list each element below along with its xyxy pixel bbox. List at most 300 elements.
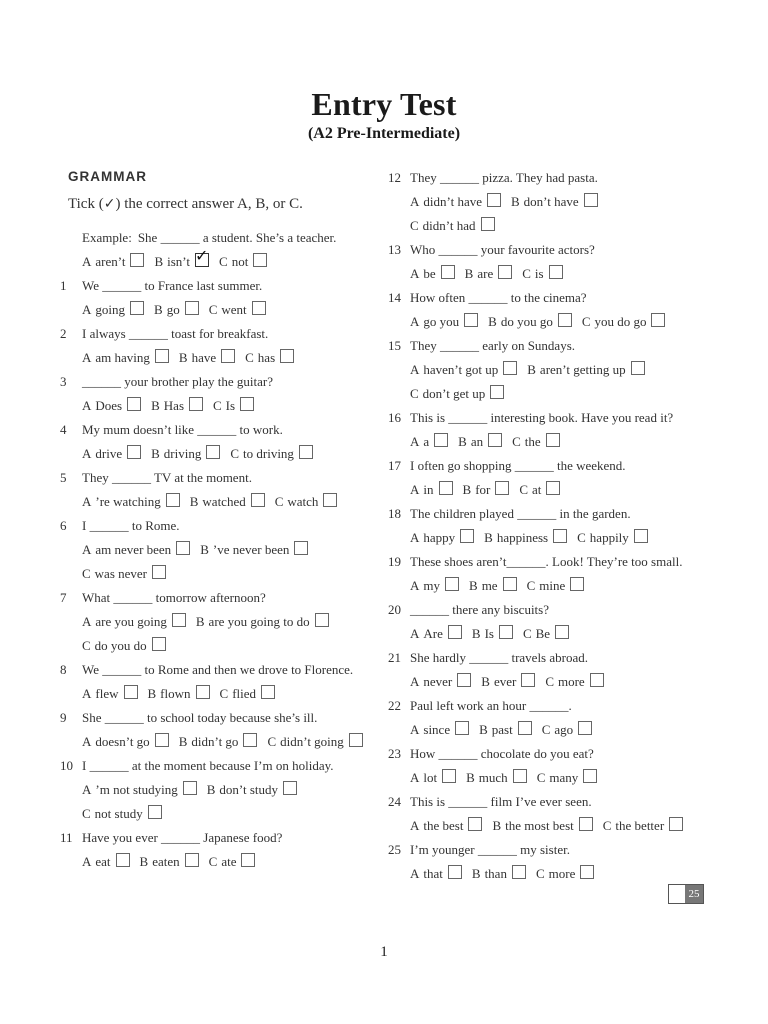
answer-option xyxy=(190,490,265,514)
example-options xyxy=(60,246,385,274)
option-letter: B xyxy=(488,314,497,329)
answer-checkbox[interactable] xyxy=(185,853,199,867)
question-20 xyxy=(388,598,718,646)
answer-checkbox[interactable] xyxy=(457,673,471,687)
answer-option xyxy=(410,214,495,238)
options-line xyxy=(388,526,718,550)
option-text: happily xyxy=(589,530,629,545)
options-line xyxy=(388,814,718,838)
question-stem-line xyxy=(388,694,718,718)
answer-option xyxy=(458,430,502,454)
option-text: to driving xyxy=(243,446,294,461)
answer-checkbox[interactable] xyxy=(116,853,130,867)
question-22 xyxy=(388,694,718,742)
option-letter: B xyxy=(200,542,209,557)
answer-option xyxy=(527,358,644,382)
question-stem: We ______ to France last summer. xyxy=(82,278,263,293)
option-text: driving xyxy=(163,446,202,461)
answer-option xyxy=(82,250,144,274)
answer-checkbox[interactable] xyxy=(518,721,532,735)
answer-option xyxy=(245,346,294,370)
answer-checkbox[interactable] xyxy=(448,625,462,639)
question-19 xyxy=(388,550,718,598)
question-stem-line xyxy=(60,322,385,346)
answer-option xyxy=(200,538,308,562)
option-letter: C xyxy=(213,398,222,413)
options-line xyxy=(388,190,718,214)
answer-checkbox[interactable] xyxy=(512,865,526,879)
option-letter: C xyxy=(577,530,586,545)
answer-option xyxy=(603,814,683,838)
answer-checkbox[interactable] xyxy=(155,349,169,363)
answer-option xyxy=(179,730,258,754)
options-line xyxy=(60,394,385,418)
option-letter: A xyxy=(410,482,420,497)
instruction-text xyxy=(68,196,303,213)
answer-checkbox[interactable] xyxy=(206,445,220,459)
answer-option xyxy=(469,574,517,598)
answer-checkbox[interactable] xyxy=(651,313,665,327)
option-letter: C xyxy=(410,218,419,233)
option-text: haven’t got up xyxy=(423,362,499,377)
answer-checkbox[interactable] xyxy=(464,313,478,327)
answer-option xyxy=(179,346,235,370)
question-5 xyxy=(60,466,385,514)
options-line xyxy=(388,718,718,742)
answer-checkbox[interactable] xyxy=(155,733,169,747)
answer-checkbox[interactable] xyxy=(499,625,513,639)
option-letter: C xyxy=(274,494,284,509)
question-18 xyxy=(388,502,718,550)
answer-checkbox[interactable] xyxy=(241,853,255,867)
answer-option xyxy=(410,862,462,886)
answer-checkbox[interactable] xyxy=(669,817,683,831)
answer-checkbox[interactable] xyxy=(252,301,266,315)
options-line xyxy=(60,634,385,658)
option-letter: C xyxy=(581,314,591,329)
score-total: 25 xyxy=(685,885,703,903)
section-heading: GRAMMAR xyxy=(68,169,147,184)
score-box xyxy=(668,884,704,904)
question-stem: Paul left work an hour ______. xyxy=(410,698,572,713)
option-letter: C xyxy=(602,818,612,833)
option-letter: B xyxy=(458,434,467,449)
answer-checkbox[interactable] xyxy=(439,481,453,495)
page-title: Entry Test xyxy=(311,86,457,122)
answer-option xyxy=(410,310,478,334)
example-question xyxy=(60,226,385,274)
option-text: my xyxy=(423,578,441,593)
option-letter: A xyxy=(410,818,420,833)
answer-option xyxy=(82,730,169,754)
question-number: 22 xyxy=(388,698,401,713)
answer-checkbox[interactable] xyxy=(570,577,584,591)
option-letter: B xyxy=(466,770,475,785)
answer-checkbox[interactable] xyxy=(503,577,517,591)
answer-checkbox[interactable] xyxy=(583,769,597,783)
question-stem-line xyxy=(388,238,718,262)
options-line xyxy=(388,214,718,238)
answer-checkbox[interactable] xyxy=(189,397,203,411)
question-stem-line xyxy=(388,646,718,670)
answer-option xyxy=(511,190,598,214)
question-number: 21 xyxy=(388,650,401,665)
option-text: the most best xyxy=(505,818,574,833)
answer-option xyxy=(527,574,585,598)
question-stem: They ______ pizza. They had pasta. xyxy=(410,170,598,185)
question-stem-line xyxy=(388,742,718,766)
option-text: don’t study xyxy=(219,782,279,797)
answer-checkbox[interactable] xyxy=(580,865,594,879)
options-line xyxy=(388,310,718,334)
options-line xyxy=(60,538,385,562)
option-letter: C xyxy=(526,578,536,593)
options-line xyxy=(388,262,718,286)
question-stem-line xyxy=(60,514,385,538)
answer-checkbox[interactable] xyxy=(127,445,141,459)
option-text: ever xyxy=(493,674,517,689)
answer-checkbox[interactable] xyxy=(460,529,474,543)
option-letter: C xyxy=(267,734,277,749)
option-text: ’re watching xyxy=(95,494,161,509)
answer-checkbox[interactable] xyxy=(243,733,257,747)
answer-checkbox[interactable] xyxy=(152,565,166,579)
option-letter: A xyxy=(82,398,92,413)
option-text: Are xyxy=(423,626,443,641)
question-number: 7 xyxy=(60,590,67,605)
option-text: the xyxy=(524,434,541,449)
option-text: doesn’t go xyxy=(95,734,150,749)
answer-checkbox[interactable] xyxy=(441,265,455,279)
answer-checkbox[interactable] xyxy=(495,481,509,495)
question-number: 24 xyxy=(388,794,401,809)
answer-checkbox[interactable] xyxy=(280,349,294,363)
option-letter: C xyxy=(519,482,529,497)
option-text: never xyxy=(423,674,453,689)
option-text: isn’t xyxy=(167,254,191,269)
question-number: 2 xyxy=(60,326,67,341)
option-letter: B xyxy=(469,578,478,593)
option-letter: A xyxy=(410,866,420,881)
answer-checkbox[interactable] xyxy=(455,721,469,735)
question-stem-line xyxy=(60,418,385,442)
question-13 xyxy=(388,238,718,286)
question-1 xyxy=(60,274,385,322)
instruction-post: ) the correct answer A, B, or C. xyxy=(115,196,303,212)
answer-checkbox[interactable] xyxy=(448,865,462,879)
answer-option xyxy=(82,850,130,874)
option-text: for xyxy=(475,482,491,497)
option-text: in xyxy=(423,482,434,497)
answer-checkbox[interactable] xyxy=(445,577,459,591)
answer-checkbox[interactable] xyxy=(442,769,456,783)
answer-checkbox[interactable] xyxy=(221,349,235,363)
question-15 xyxy=(388,334,718,406)
answer-checkbox[interactable] xyxy=(553,529,567,543)
option-text: have xyxy=(191,350,217,365)
answer-checkbox[interactable] xyxy=(434,433,448,447)
option-text: didn’t going xyxy=(280,734,344,749)
answer-checkbox[interactable] xyxy=(590,673,604,687)
answer-checkbox[interactable] xyxy=(634,529,648,543)
answer-checkbox[interactable] xyxy=(490,385,504,399)
question-stem-line xyxy=(388,334,718,358)
option-text: the better xyxy=(615,818,665,833)
question-16 xyxy=(388,406,718,454)
option-letter: B xyxy=(178,734,188,749)
option-letter: C xyxy=(536,770,546,785)
answer-option xyxy=(148,682,210,706)
answer-option xyxy=(410,430,448,454)
option-letter: A xyxy=(410,770,420,785)
answer-checkbox[interactable] xyxy=(148,805,162,819)
options-line xyxy=(60,490,385,514)
answer-checkbox[interactable] xyxy=(124,685,138,699)
option-text: went xyxy=(221,302,247,317)
answer-option xyxy=(410,190,501,214)
option-text: are you going xyxy=(95,614,167,629)
answer-option xyxy=(410,526,474,550)
question-stem: This is ______ film I’ve ever seen. xyxy=(410,794,592,809)
answer-checkbox[interactable] xyxy=(127,397,141,411)
answer-option xyxy=(472,622,513,646)
option-letter: C xyxy=(219,686,229,701)
answer-checkbox[interactable] xyxy=(323,493,337,507)
answer-checkbox[interactable] xyxy=(152,637,166,651)
options-line xyxy=(388,574,718,598)
answer-option xyxy=(410,358,517,382)
answer-checkbox[interactable] xyxy=(555,625,569,639)
answer-option xyxy=(82,778,197,802)
option-text: ’ve never been xyxy=(212,542,290,557)
option-text: Has xyxy=(163,398,184,413)
answer-option xyxy=(82,802,162,826)
example-stem-line xyxy=(60,226,385,250)
answer-checkbox[interactable] xyxy=(176,541,190,555)
option-text: many xyxy=(549,770,579,785)
answer-option xyxy=(465,262,513,286)
option-letter: B xyxy=(154,254,164,269)
answer-checkbox[interactable] xyxy=(503,361,517,375)
answer-checkbox[interactable] xyxy=(513,769,527,783)
answer-checkbox[interactable] xyxy=(195,246,209,267)
option-text: eaten xyxy=(152,854,180,869)
option-text: flew xyxy=(95,686,119,701)
option-letter: B xyxy=(195,614,205,629)
answer-checkbox[interactable] xyxy=(251,493,265,507)
right-column xyxy=(388,166,718,886)
options-line xyxy=(388,382,718,406)
question-number: 4 xyxy=(60,422,67,437)
answer-checkbox[interactable] xyxy=(631,361,645,375)
question-stem: What ______ tomorrow afternoon? xyxy=(82,590,266,605)
question-stem-line xyxy=(60,370,385,394)
option-text: lot xyxy=(423,770,438,785)
question-stem: Who ______ your favourite actors? xyxy=(410,242,595,257)
option-text: Be xyxy=(535,626,551,641)
option-letter: C xyxy=(208,854,218,869)
question-14 xyxy=(388,286,718,334)
option-text: is xyxy=(534,266,544,281)
answer-checkbox[interactable] xyxy=(578,721,592,735)
question-number: 3 xyxy=(60,374,67,389)
option-letter: B xyxy=(206,782,216,797)
question-number: 1 xyxy=(60,278,67,293)
option-letter: A xyxy=(82,734,92,749)
answer-checkbox[interactable] xyxy=(584,193,598,207)
question-number: 23 xyxy=(388,746,401,761)
option-text: watch xyxy=(287,494,319,509)
example-label: Example: xyxy=(82,230,132,245)
option-letter: A xyxy=(410,530,420,545)
option-text: ago xyxy=(554,722,574,737)
answer-checkbox[interactable] xyxy=(498,265,512,279)
option-letter: B xyxy=(151,446,160,461)
answer-option xyxy=(519,478,560,502)
answer-option xyxy=(230,442,313,466)
option-letter: C xyxy=(522,626,532,641)
answer-checkbox[interactable] xyxy=(468,817,482,831)
answer-option xyxy=(82,538,190,562)
answer-checkbox[interactable] xyxy=(579,817,593,831)
option-text: more xyxy=(557,674,585,689)
option-text: don’t have xyxy=(523,194,579,209)
question-stem-line xyxy=(60,754,385,778)
question-number: 11 xyxy=(60,830,73,845)
option-text: has xyxy=(257,350,276,365)
answer-option xyxy=(82,682,138,706)
option-text: are you going to do xyxy=(208,614,310,629)
question-stem-line xyxy=(60,706,385,730)
answer-checkbox[interactable] xyxy=(261,685,275,699)
question-number: 6 xyxy=(60,518,67,533)
option-letter: A xyxy=(82,254,92,269)
option-text: ate xyxy=(221,854,237,869)
question-stem-line xyxy=(60,586,385,610)
question-number: 15 xyxy=(388,338,401,353)
question-stem: I ______ to Rome. xyxy=(82,518,180,533)
question-stem-line xyxy=(388,838,718,862)
answer-checkbox[interactable] xyxy=(130,301,144,315)
answer-checkbox[interactable] xyxy=(172,613,186,627)
answer-checkbox[interactable] xyxy=(183,781,197,795)
answer-option xyxy=(463,478,510,502)
answer-checkbox[interactable] xyxy=(315,613,329,627)
answer-option xyxy=(523,622,569,646)
question-stem-line xyxy=(60,274,385,298)
option-text: didn’t go xyxy=(191,734,239,749)
answer-checkbox[interactable] xyxy=(546,481,560,495)
instruction-pre: Tick ( xyxy=(68,196,104,212)
option-text: do you go xyxy=(500,314,553,329)
option-letter: B xyxy=(527,362,536,377)
answer-option xyxy=(267,730,362,754)
question-number: 9 xyxy=(60,710,67,725)
option-letter: B xyxy=(151,398,160,413)
answer-option xyxy=(82,634,166,658)
answer-checkbox[interactable] xyxy=(488,433,502,447)
options-line xyxy=(60,730,385,754)
option-text: you do go xyxy=(594,314,647,329)
answer-checkbox[interactable] xyxy=(549,265,563,279)
answer-checkbox[interactable] xyxy=(294,541,308,555)
answer-checkbox[interactable] xyxy=(546,433,560,447)
question-10 xyxy=(60,754,385,826)
option-letter: A xyxy=(410,626,420,641)
option-letter: A xyxy=(410,578,420,593)
question-number: 25 xyxy=(388,842,401,857)
options-line xyxy=(388,358,718,382)
right-question-list xyxy=(388,166,718,886)
answer-checkbox[interactable] xyxy=(349,733,363,747)
option-text: the best xyxy=(423,818,464,833)
question-6 xyxy=(60,514,385,586)
option-text: don’t get up xyxy=(422,386,486,401)
question-stem: I ______ at the moment because I’m on holiday. xyxy=(82,758,334,773)
option-letter: B xyxy=(492,818,502,833)
option-letter: B xyxy=(471,626,481,641)
option-text: do you do xyxy=(94,638,147,653)
answer-checkbox[interactable] xyxy=(299,445,313,459)
option-text: be xyxy=(423,266,436,281)
answer-checkbox[interactable] xyxy=(487,193,501,207)
question-stem: They ______ early on Sundays. xyxy=(410,338,576,353)
question-stem: They ______ TV at the moment. xyxy=(82,470,252,485)
left-column xyxy=(60,226,385,874)
question-stem: How often ______ to the cinema? xyxy=(410,290,587,305)
answer-option xyxy=(512,430,560,454)
option-letter: A xyxy=(410,674,420,689)
question-number: 14 xyxy=(388,290,401,305)
option-letter: C xyxy=(82,566,91,581)
answer-checkbox[interactable] xyxy=(253,253,267,267)
option-letter: C xyxy=(219,254,228,269)
answer-checkbox[interactable] xyxy=(196,685,210,699)
option-text: am having xyxy=(95,350,150,365)
answer-checkbox[interactable] xyxy=(481,217,495,231)
option-text: a xyxy=(423,434,430,449)
answer-checkbox[interactable] xyxy=(185,301,199,315)
question-stem: My mum doesn’t like ______ to work. xyxy=(82,422,283,437)
question-stem-line xyxy=(388,286,718,310)
option-letter: B xyxy=(484,530,493,545)
answer-option xyxy=(410,766,456,790)
option-text: at xyxy=(532,482,542,497)
option-letter: A xyxy=(410,362,420,377)
options-line xyxy=(388,622,718,646)
option-letter: B xyxy=(481,674,490,689)
option-letter: B xyxy=(471,866,481,881)
options-line xyxy=(60,562,385,586)
options-line xyxy=(60,778,385,802)
answer-checkbox[interactable] xyxy=(521,673,535,687)
answer-checkbox[interactable] xyxy=(283,781,297,795)
answer-checkbox[interactable] xyxy=(166,493,180,507)
answer-option xyxy=(472,862,526,886)
option-letter: A xyxy=(82,614,92,629)
question-stem: ______ there any biscuits? xyxy=(410,602,549,617)
option-letter: A xyxy=(410,266,420,281)
option-text: was never xyxy=(94,566,148,581)
answer-checkbox[interactable] xyxy=(558,313,572,327)
answer-option xyxy=(481,670,535,694)
option-text: happy xyxy=(423,530,456,545)
question-stem: Have you ever ______ Japanese food? xyxy=(82,830,283,845)
option-text: Is xyxy=(484,626,494,641)
option-text: mine xyxy=(539,578,566,593)
answer-checkbox[interactable] xyxy=(130,253,144,267)
answer-checkbox[interactable] xyxy=(240,397,254,411)
